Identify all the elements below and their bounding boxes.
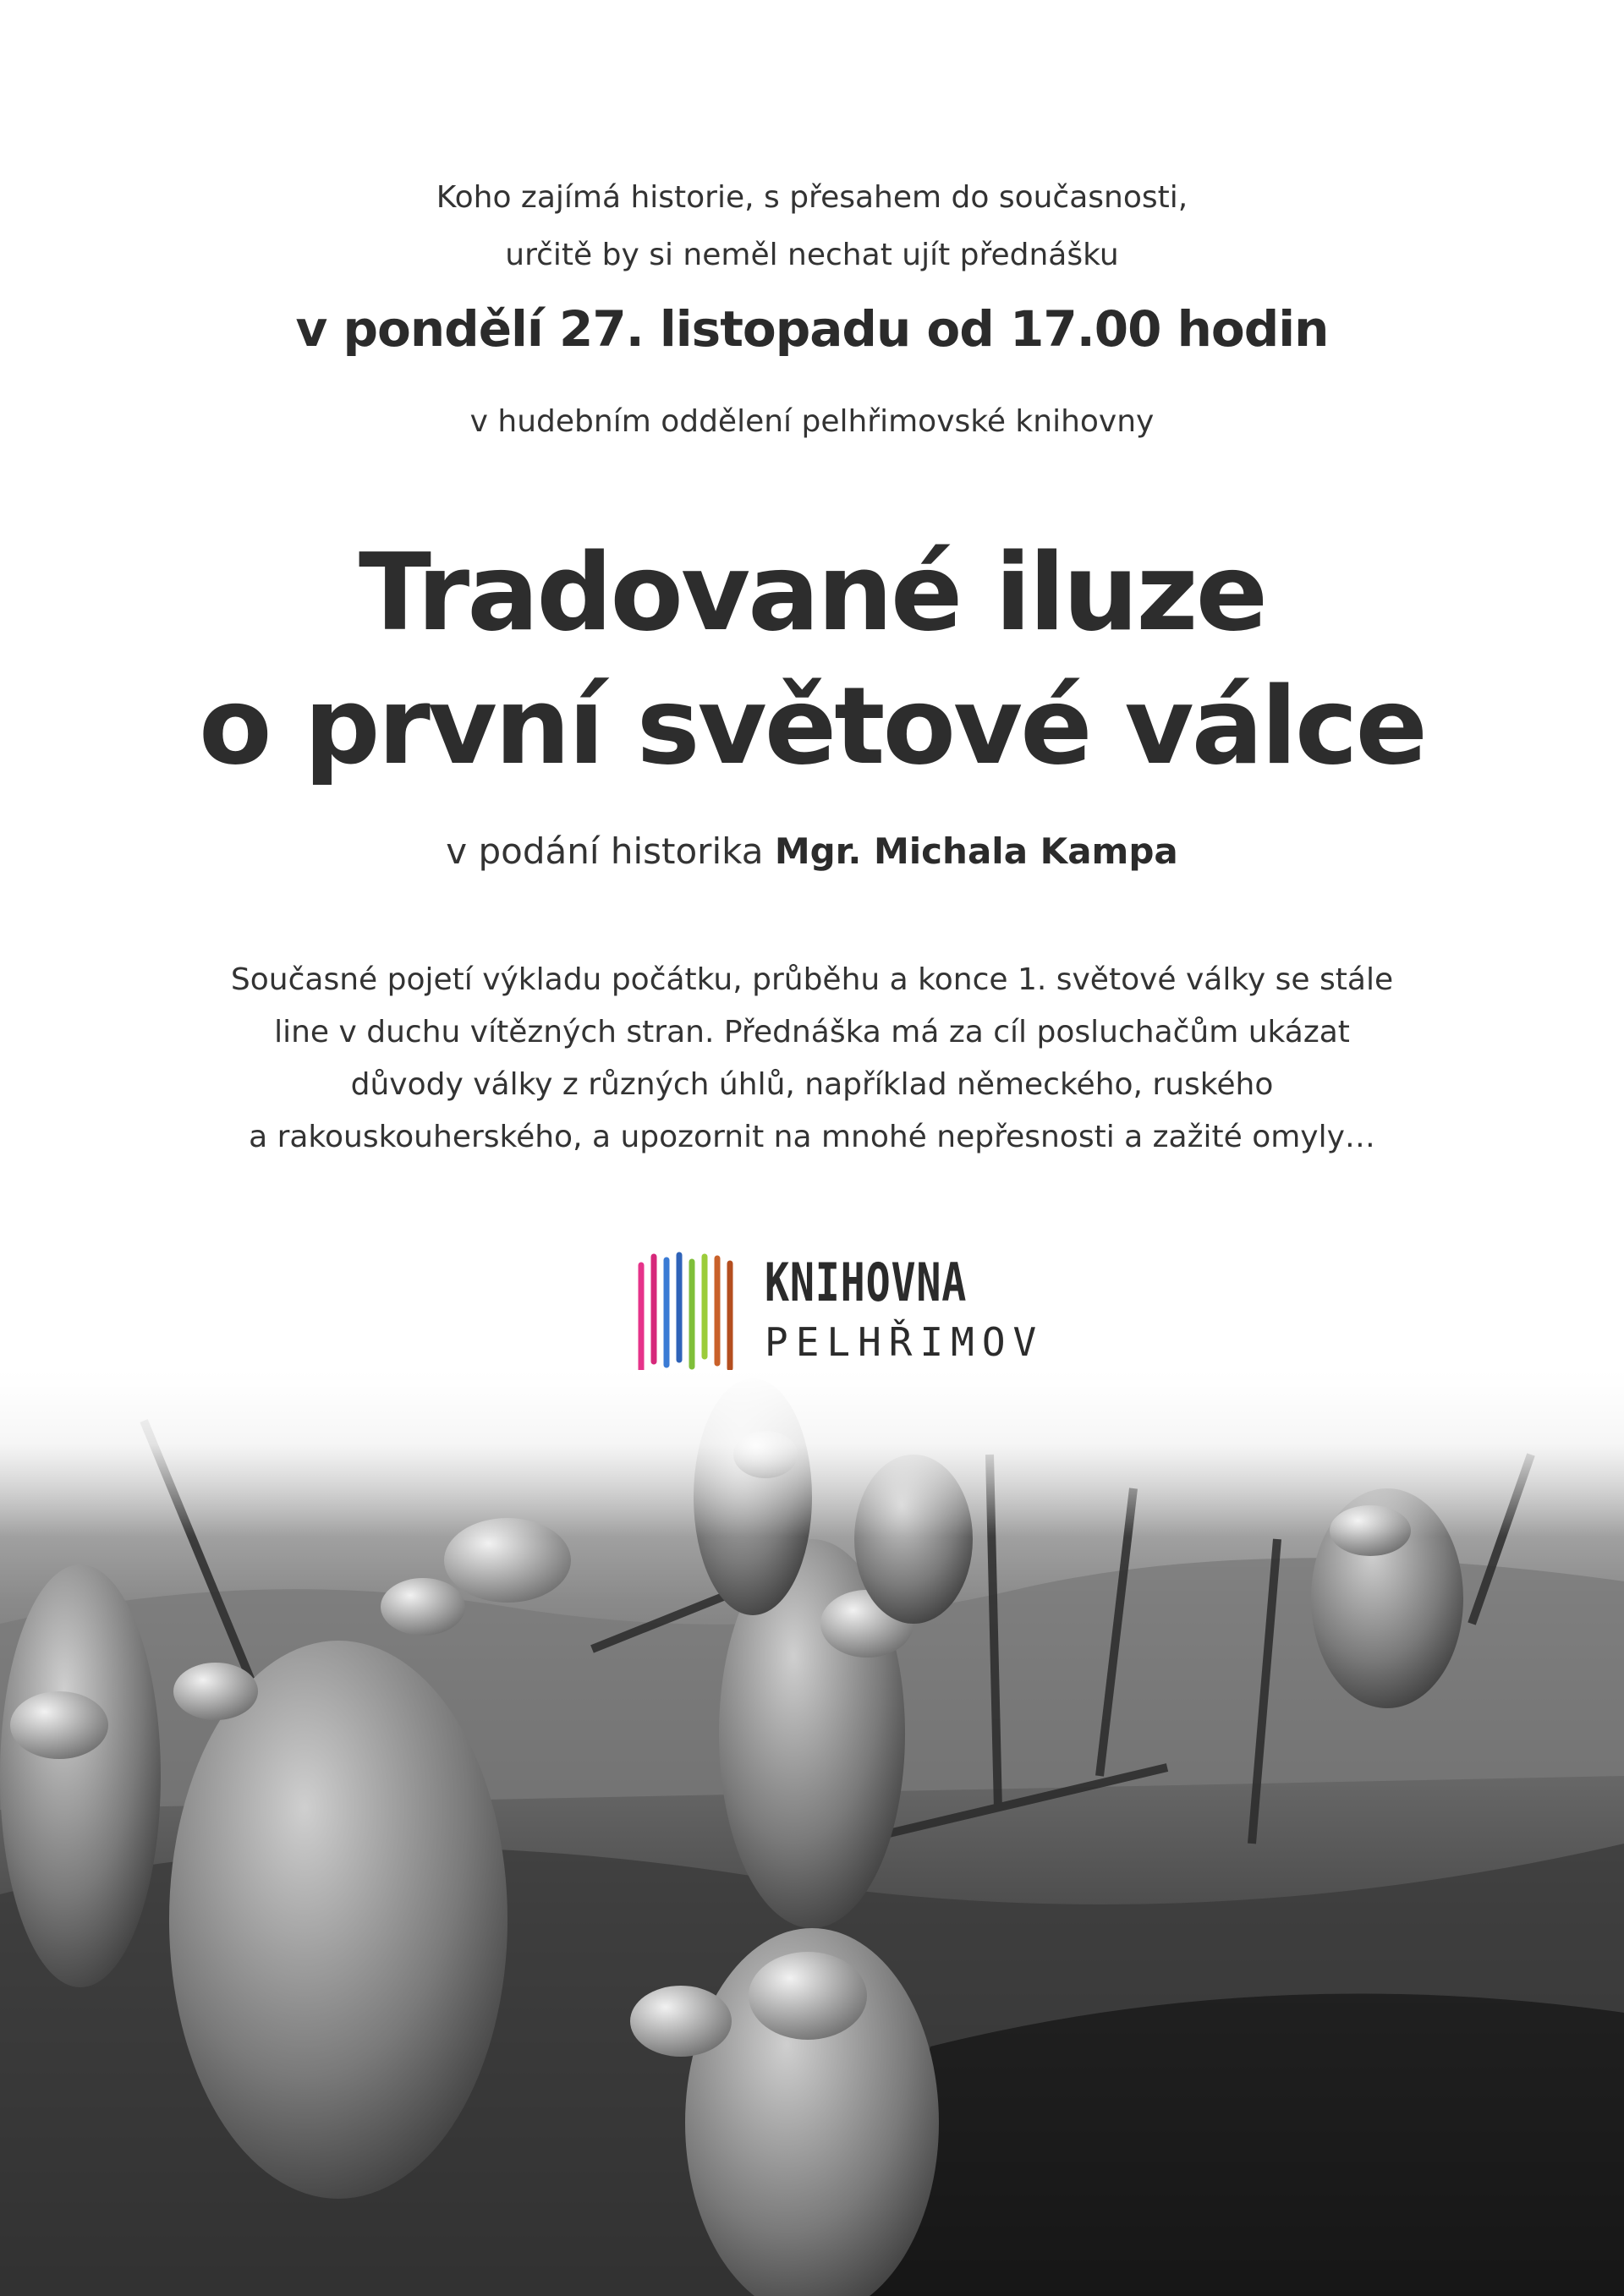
lecture-title [0, 526, 1624, 793]
description-line: a rakouskouherského, a upozornit na mnohé nepřesnosti a zažité omyly… [249, 1120, 1375, 1154]
intro-line-1: Koho zajímá historie, s přesahem do současnosti, [436, 180, 1188, 215]
event-venue: v hudebním oddělení pelhřimovské knihovny [469, 404, 1155, 439]
logo-line-2: PELHŘIMOV [765, 1319, 1045, 1365]
lecture-description [0, 954, 1624, 1164]
speaker-name: Mgr. Michala Kampa [774, 830, 1178, 872]
description-line: důvody války z různých úhlů, například německého, ruského [350, 1067, 1274, 1102]
speaker-prefix: v podání historika [446, 830, 764, 872]
intro-text [0, 169, 1624, 284]
logo-line-1: KNIHOVNA [765, 1252, 968, 1313]
event-datetime: v pondělí 27. listopadu od 17.00 hodin [295, 300, 1329, 358]
description-line: line v duchu vítězných stran. Přednáška má za cíl posluchačům ukázat [274, 1015, 1350, 1049]
title-line-2: o první světové válce [199, 664, 1425, 788]
ww1-soldiers-trench-photo [0, 1370, 1624, 2296]
library-logo [636, 1250, 1045, 1377]
logo-bars-icon [636, 1250, 754, 1377]
title-line-1: Tradované iluze [358, 530, 1266, 655]
logo-wordmark [765, 1250, 1044, 1368]
description-line: Současné pojetí výkladu počátku, průběhu a konce 1. světové války se stále [230, 962, 1394, 997]
intro-line-2: určitě by si neměl nechat ujít přednášku [505, 238, 1119, 272]
speaker-line [0, 830, 1624, 872]
